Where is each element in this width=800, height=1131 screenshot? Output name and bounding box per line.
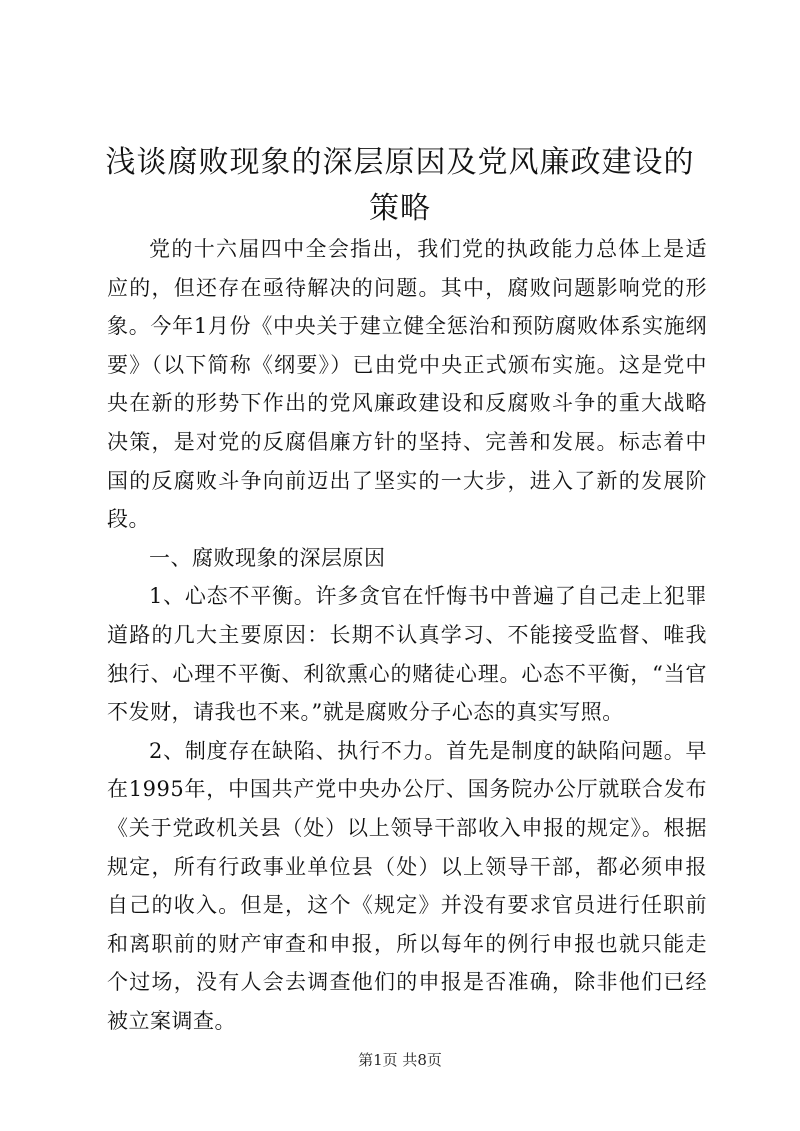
section-heading: 一、腐败现象的深层原因 [149,545,386,570]
page-footer: 第1页 共8页 [358,1051,442,1069]
paragraph-intro: 党的十六届四中全会指出，我们党的执政能力总体上是适应的，但还存在亟待解决的问题。其中，腐败问题影响党的形象。今年1月份《中央关于建立健全惩治和预防腐败体系实施纲要》（以下简称《纲要》）已由党中央正式颁布实施。这是党中央在新的形势下作出的党风廉政建设和反腐败斗争的重大战略决策，是对党的反腐倡廉方针的坚持、完善和发展。标志着中国的反腐败斗争向前迈出了坚实的一大步，进入了新的发展阶段。 [107,237,707,532]
paragraph-point-1: 1、心态不平衡。许多贪官在忏悔书中普遍了自己走上犯罪道路的几大主要原因：长期不认真学习、不能接受监督、唯我独行、心理不平衡、利欲熏心的赌徒心理。心态不平衡，“当官不发财，请我也不来。”就是腐败分子心态的真实写照。 [107,584,707,725]
document-body [107,230,707,1040]
paragraph-point-2: 2、制度存在缺陷、执行不力。首先是制度的缺陷问题。早在1995年，中国共产党中央办公厅、国务院办公厅就联合发布《关于党政机关县（处）以上领导干部收入申报的规定》。根据规定，所有行政事业单位县（处）以上领导干部，都必须申报自己的收入。但是，这个《规定》并没有要求官员进行任职前和离职前的财产审查和申报，所以每年的例行申报也就只能走个过场，没有人会去调查他们的申报是否准确，除非他们已经被立案调查。 [107,738,707,1033]
document-title: 浅谈腐败现象的深层原因及党风廉政建设的策略 [105,145,695,226]
